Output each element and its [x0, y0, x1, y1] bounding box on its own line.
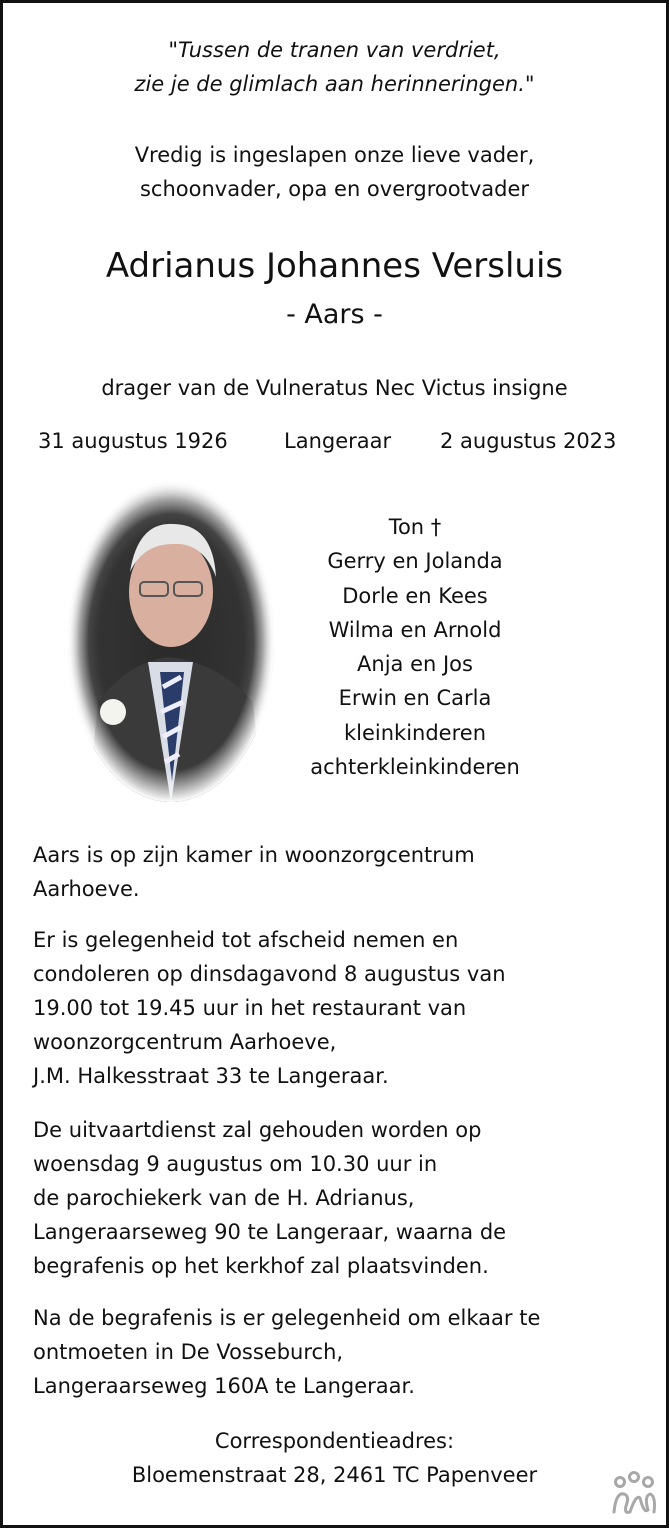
family-member: Anja en Jos [357, 652, 473, 677]
paragraph-funeral [33, 1113, 653, 1283]
family-list [300, 510, 530, 784]
family-member: Wilma en Arnold [328, 617, 502, 642]
text-line: J.M. Halkesstraat 33 te Langeraar. [33, 1064, 389, 1088]
text-line: De uitvaartdienst zal gehouden worden op [33, 1118, 482, 1142]
intro [0, 138, 669, 206]
family-member: Dorle en Kees [342, 583, 488, 608]
text-line: Er is gelegenheid tot afscheid nemen en [33, 928, 459, 952]
deceased-name: Adrianus Johannes Versluis [105, 246, 564, 286]
text-line: Langeraarseweg 90 te Langeraar, waarna de [33, 1220, 507, 1244]
paragraph-gathering [33, 1301, 653, 1403]
portrait-photo [68, 482, 274, 802]
family-member: Gerry en Jolanda [327, 549, 503, 574]
text-line: condoleren op dinsdagavond 8 augustus van [33, 962, 506, 986]
nickname: - Aars - [286, 299, 383, 330]
intro-line: Vredig is ingeslapen onze lieve vader, [134, 143, 535, 167]
birth-date: 31 augustus 1926 [38, 429, 228, 453]
quote-line: "Tussen de tranen van verdriet, [168, 38, 501, 62]
text-line: Aars is op zijn kamer in woonzorgcentrum [33, 843, 475, 867]
text-line: 19.00 tot 19.45 uur in het restaurant van [33, 996, 467, 1020]
text-line: woensdag 9 augustus om 10.30 uur in [33, 1152, 438, 1176]
correspondence-address [0, 1424, 669, 1492]
death-date: 2 augustus 2023 [440, 429, 617, 453]
family-member: achterkleinkinderen [310, 755, 520, 780]
paragraph-condolences [33, 923, 653, 1093]
text-line: woonzorgcentrum Aarhoeve, [33, 1030, 337, 1054]
quote [0, 33, 669, 101]
text-line: Na de begrafenis is er gelegenheid om elkaar te [33, 1306, 541, 1330]
people-logo-icon [610, 1470, 658, 1520]
text-line: Correspondentieadres: [214, 1429, 455, 1453]
quote-line: zie je de glimlach aan herinneringen." [134, 72, 535, 96]
family-member: Ton † [388, 515, 442, 539]
text-line: Langeraarseweg 160A te Langeraar. [33, 1374, 415, 1398]
family-member: Erwin en Carla [338, 686, 492, 711]
honor-line: drager van de Vulneratus Nec Victus insigne [101, 376, 568, 400]
text-line: ontmoeten in De Vosseburch, [33, 1340, 344, 1364]
text-line: Aarhoeve. [33, 877, 140, 901]
family-member: kleinkinderen [343, 720, 487, 745]
intro-line: schoonvader, opa en overgrootvader [139, 177, 530, 201]
place: Langeraar [284, 429, 392, 453]
text-line: Bloemenstraat 28, 2461 TC Papenveer [131, 1463, 538, 1487]
paragraph-viewing [33, 838, 653, 906]
text-line: begrafenis op het kerkhof zal plaatsvinden. [33, 1254, 489, 1278]
text-line: de parochiekerk van de H. Adrianus, [33, 1186, 415, 1210]
